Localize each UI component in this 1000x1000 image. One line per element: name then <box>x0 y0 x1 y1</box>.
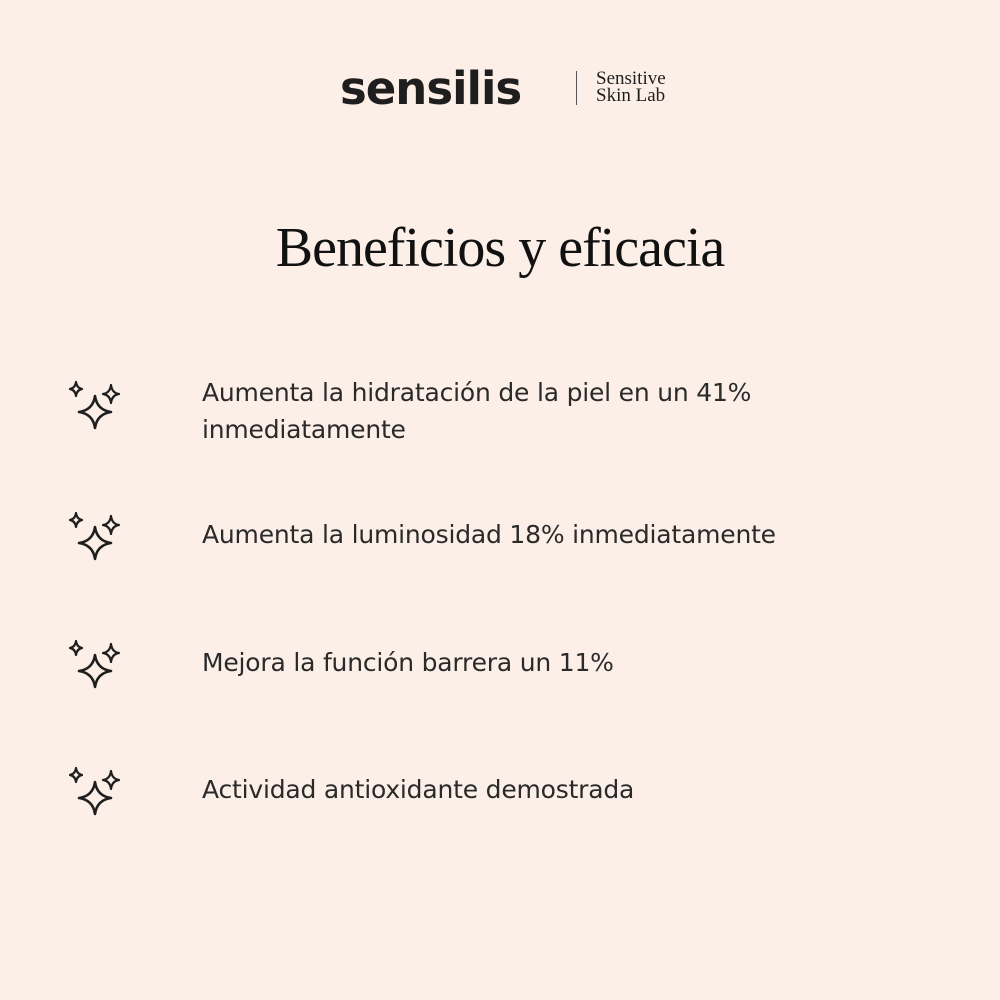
sparkles-icon <box>66 380 122 432</box>
brand-tagline <box>596 70 666 104</box>
benefit-text-line-1: Actividad antioxidante demostrada <box>202 775 635 804</box>
benefit-text <box>202 516 842 553</box>
brand-tagline-line-2: Skin Lab <box>596 85 666 106</box>
benefit-text-line-2: inmediatamente <box>202 415 406 444</box>
page-title: Beneficios y eficacia <box>275 217 725 279</box>
brand-tagline-line-1: Sensitive <box>596 68 666 89</box>
sparkles-icon <box>66 511 122 563</box>
benefit-text <box>202 374 842 448</box>
benefit-text-line-1: Aumenta la luminosidad 18% inmediatamente <box>202 520 776 549</box>
sparkles-icon <box>66 639 122 691</box>
sparkles-icon <box>66 766 122 818</box>
brand-name: sensilis <box>340 62 522 115</box>
brand-logo <box>0 64 1000 114</box>
benefit-text-line-1: Aumenta la hidratación de la piel en un 41% <box>202 378 752 407</box>
logo-divider <box>576 71 577 105</box>
benefit-text <box>202 771 842 808</box>
benefit-text-line-1: Mejora la función barrera un 11% <box>202 648 614 677</box>
benefit-text <box>202 644 842 681</box>
